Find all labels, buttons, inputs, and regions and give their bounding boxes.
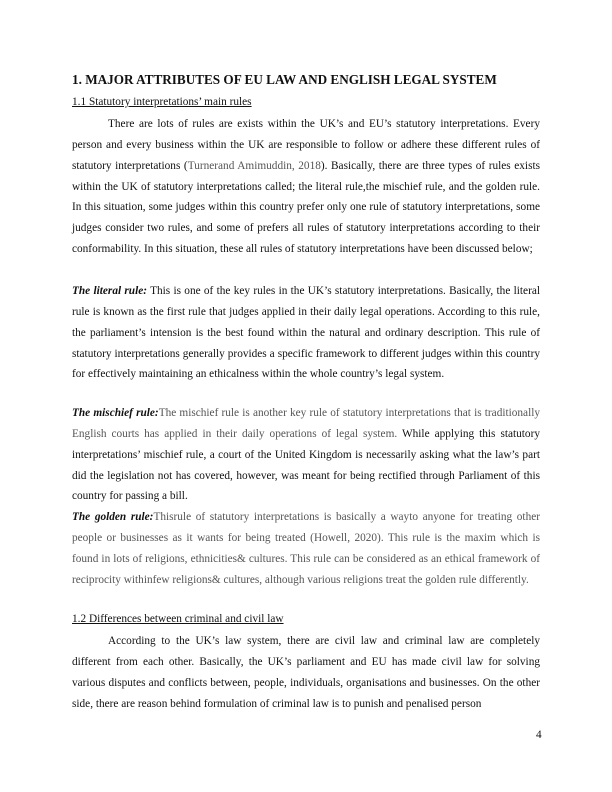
golden-rule-text: Thisrule of statutory interpretations is basically a wayto anyone for treating other people or businesses as it wants for being treated (Howell, 2020). This rule is the maxim which is found in lots of religions, ethnicities& cultures. This rule can be considered as an ethical framework of reciprocity withinfew religions& cultures, although various religions treat the golden rule differently. [72,511,540,586]
criminal-civil-paragraph: According to the UK’s law system, there are civil law and criminal law are completely different from each other. Basically, the UK’s parliament and EU has made civil law for solving various disputes and conflicts between, people, individuals, organisations and businesses. On the other side, there are reason behind formulation of criminal law is to punish and penalised person [72,635,540,710]
mischief-rule-paragraph [72,403,540,507]
intro-paragraph [72,114,540,260]
literal-rule-lead: The literal rule: [72,285,147,297]
golden-rule-lead: The golden rule: [72,511,154,523]
subsection-title-1-2: 1.2 Differences between criminal and civil law [72,613,284,625]
mischief-rule-gray-text: The mischief rule is another key rule of statutory interpretations that is traditionally English courts has applied in their daily operations of legal system. [72,407,540,440]
golden-rule-paragraph [72,507,540,590]
intro-text-end: ). Basically, there are three types of rules exists within the UK of statutory interpretations called; the literal rule,the mischief rule, and the golden rule. In this situation, some judges within this country prefer only one rule of statutory interpretations, some judges consider two rules, and some of prefers all rules of statutory interpretations according to their conformability. In this situation, these all rules of statutory interpretations have been discussed below; [72,159,541,256]
literal-rule-text: This is one of the key rules in the UK’s statutory interpretations. Basically, the literal rule is known as the first rule that judges applied in their daily legal operations. According to this rule, the parliament’s intension is the best found within the natural and ordinary description. This rule of statutory interpretations generally provides a specific framework to different judges within this country for effectively maintaining an ethicalness within the whole country’s legal system. [72,285,540,381]
intro-citation: Turnerand Amimuddin, 2018 [187,159,321,172]
mischief-rule-text: While applying this statutory interpretations’ mischief rule, a court of the United Kingdom is necessarily asking what the law’s part did the legislation not has covered, however, was meant for being rectified through Parliament of this country for passing a bill. [72,427,540,503]
intro-text-start: There are lots of rules are exists within the UK’s and EU’s statutory interpretations. Every person and every business within the UK are responsible to follow or adhere these different rules of statutory interpretations ( [72,118,540,172]
literal-rule-paragraph [72,281,540,385]
mischief-rule-lead: The mischief rule: [72,407,159,419]
subsection-title-1-1: 1.1 Statutory interpretations’ main rules [72,96,252,108]
page-number: 4 [536,729,542,741]
section-heading: 1. MAJOR ATTRIBUTES OF EU LAW AND ENGLISH LEGAL SYSTEM [72,72,497,87]
